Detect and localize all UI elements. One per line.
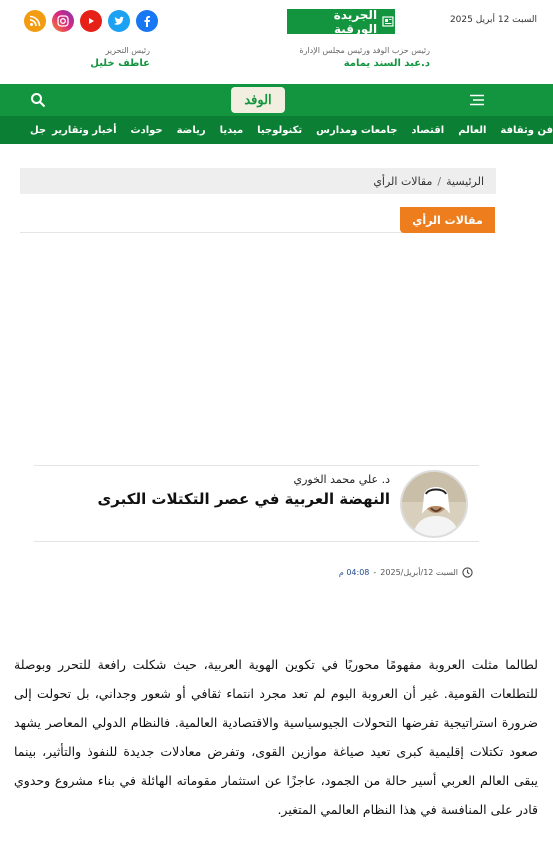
twitter-icon[interactable] bbox=[108, 10, 130, 32]
newspaper-icon bbox=[382, 16, 395, 27]
category-menu bbox=[0, 116, 553, 144]
menu-item[interactable]: ميديا bbox=[219, 124, 244, 136]
article-title: النهضة العربية في عصر التكتلات الكبرى bbox=[97, 490, 390, 508]
author-card-bottom-border bbox=[34, 541, 479, 542]
youtube-icon[interactable] bbox=[80, 10, 102, 32]
menu-item[interactable]: حوادث bbox=[130, 124, 163, 136]
clock-icon bbox=[462, 567, 473, 578]
breadcrumb-separator: / bbox=[437, 174, 442, 188]
menu-item[interactable]: رياضة bbox=[176, 124, 206, 136]
site-logo[interactable]: الوفد bbox=[231, 87, 285, 113]
printed-newspaper-label: الجريدة الورقية bbox=[333, 7, 378, 36]
printed-newspaper-button[interactable] bbox=[287, 9, 395, 34]
search-icon[interactable] bbox=[30, 92, 46, 108]
chairman bbox=[270, 46, 430, 69]
category-menu-items bbox=[30, 116, 553, 144]
instagram-icon[interactable] bbox=[52, 10, 74, 32]
editor-in-chief-role: رئيس التحرير bbox=[105, 46, 150, 55]
article-meta bbox=[220, 567, 473, 578]
menu-item[interactable]: جامعات ومدارس bbox=[316, 124, 398, 136]
menu-item[interactable]: فن وثقافة bbox=[500, 124, 553, 136]
article-body: لطالما مثلت العروبة مفهومًا محوريًا في تكوين الهوية العربية، حيث شكلت رافعة للتحرر وبوصلة للتطلعات القومية. غير أن العروبة اليوم لم تعد مجرد انتماء ثقافي أو شعور وجداني، بل تحولت إلى ضرورة استراتيجية تفرضها التحولات الجيوسياسية والاقتصادية العالمية. فالنظام الدولي المعاصر يشهد صعود تكتلات إقليمية كبرى تعيد صياغة موازين القوى، وتفرض معادلات جديدة للنفوذ والتأثير، بينما يبقى العالم العربي أسير حالة من الجمود، عاجزًا عن استثمار مقوماته الهائلة في بناء مشروع وحدوي قادر على المنافسة في هذا النظام العالمي المتغير. bbox=[14, 657, 538, 817]
article-date: السبت 12/أبريل/2025 bbox=[380, 568, 458, 577]
breadcrumb bbox=[20, 168, 496, 194]
chairman-name: د.عبد السند يمامة bbox=[343, 58, 430, 69]
current-date: السبت 12 أبريل 2025 bbox=[449, 15, 537, 25]
article-time: 04:08 م bbox=[338, 568, 370, 577]
menu-item[interactable]: تكنولوجيا bbox=[257, 124, 303, 136]
author-card-top-border bbox=[34, 465, 479, 466]
hamburger-menu-icon[interactable] bbox=[470, 94, 484, 106]
social-links bbox=[24, 10, 158, 32]
menu-item[interactable]: أخبار وتقارير bbox=[52, 124, 117, 136]
rss-icon[interactable] bbox=[24, 10, 46, 32]
editor-in-chief bbox=[60, 46, 150, 69]
article-time-separator: - bbox=[373, 568, 377, 577]
main-navbar bbox=[0, 84, 553, 116]
breadcrumb-current: مقالات الرأي bbox=[373, 174, 433, 188]
menu-item[interactable]: اقتصاد bbox=[411, 124, 445, 136]
author-avatar[interactable] bbox=[400, 470, 468, 538]
author-name[interactable]: د. علي محمد الخوري bbox=[293, 473, 390, 486]
editor-in-chief-name: عاطف خليل bbox=[90, 58, 150, 69]
breadcrumb-home-link[interactable]: الرئيسية bbox=[446, 174, 484, 188]
editors-row bbox=[0, 40, 553, 84]
section-tab-opinion[interactable]: مقالات الرأي bbox=[400, 207, 495, 233]
facebook-icon[interactable] bbox=[136, 10, 158, 32]
top-bar bbox=[0, 0, 553, 40]
menu-item[interactable]: جل bbox=[30, 124, 47, 136]
chairman-role: رئيس حزب الوفد ورئيس مجلس الإدارة bbox=[299, 46, 430, 55]
menu-item[interactable]: العالم bbox=[458, 124, 487, 136]
